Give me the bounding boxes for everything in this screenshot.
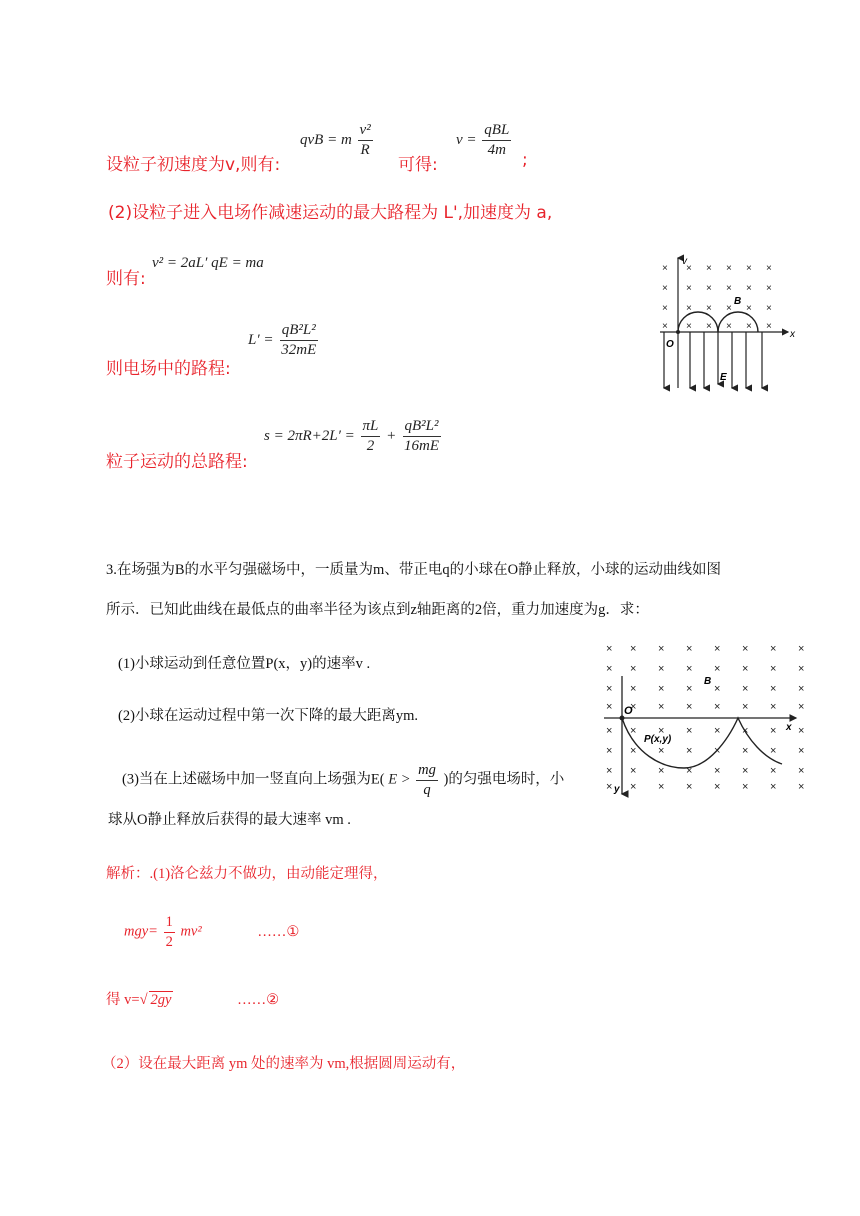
field-cross: × [686,283,692,294]
field-cross: × [770,643,777,655]
question-2: (2)小球在运动过程中第一次下降的最大距离ym. [118,708,419,724]
eq-a-lhs: mgy= [124,923,158,940]
field-cross: × [686,321,692,332]
problem3-stem-line2: 所示．已知此曲线在最低点的曲率半径为该点到z轴距离的2倍，重力加速度为g．求： [106,602,649,618]
b-label-2: B [704,676,712,687]
field-cross: × [630,745,637,757]
eq-a-num: 1 [164,914,175,933]
eq-b-tag: ……② [237,992,280,1008]
field-cross: × [742,745,749,757]
field-cross: × [630,643,637,655]
eq-a-tag: ……① [257,923,300,940]
field-cross: × [742,765,749,777]
field-cross: × [662,263,668,274]
eq-b-sqrt: 2gy [150,992,172,1008]
field-cross: × [746,321,752,332]
eq5-den2: 16mE [404,438,439,455]
field-cross: × [630,663,637,675]
eq2-num: qBL [482,122,511,141]
field-cross: × [606,701,613,713]
field-cross: × [726,283,732,294]
equation-lorentz [300,122,375,160]
field-cross: × [770,701,777,713]
field-cross: × [798,745,805,757]
field-cross: × [606,683,613,695]
field-cross: × [798,765,805,777]
eq4-den: 32mE [281,342,317,359]
field-cross: × [686,683,693,695]
field-cross: × [742,781,749,793]
field-cross: × [770,683,777,695]
line2-text: (2)设粒子进入电场作减速运动的最大路程为 L',加速度为 a, [108,203,553,223]
field-cross: × [746,303,752,314]
eq5-num2: qB²L² [403,418,441,437]
q3-den: q [423,781,431,798]
x-label-2: x [786,722,792,733]
field-cross: × [726,321,732,332]
equation-kinematics: v² = 2aL′ qE = ma [152,255,264,271]
field-cross: × [770,765,777,777]
field-cross: × [714,663,721,675]
question-3-line2: 球从O静止释放后获得的最大速率 vm . [108,812,351,828]
eq1-lhs: qvB = m [300,132,352,149]
eq4-lhs: L′ = [248,332,274,349]
field-cross: × [714,781,721,793]
origin-point [676,330,680,334]
field-cross: × [726,263,732,274]
field-cross: × [746,283,752,294]
field-cross: × [770,781,777,793]
field-cross: × [630,781,637,793]
field-cross: × [706,283,712,294]
field-cross: × [606,781,613,793]
eq1-num: v² [358,122,373,141]
field-cross: × [714,683,721,695]
field-cross: × [766,283,772,294]
field-cross: × [662,303,668,314]
line1-text: 设粒子初速度为v,则有: [106,155,281,175]
field-cross: × [798,643,805,655]
field-cross: × [798,781,805,793]
field-cross: × [714,765,721,777]
field-diagram-2 [600,638,818,800]
line5-text: 粒子运动的总路程: [106,452,248,472]
field-cross: × [686,745,693,757]
o-label: O [666,339,674,350]
field-cross: × [606,663,613,675]
q3-num: mg [416,762,438,781]
field-cross: × [686,663,693,675]
eq2-den: 4m [487,142,506,159]
field-cross: × [770,725,777,737]
field-cross: × [662,283,668,294]
line4-text: 则电场中的路程: [106,359,231,379]
line1-mid: 可得: [398,155,438,175]
q3-e-condition: E > [388,771,411,788]
field-cross: × [686,765,693,777]
eq-a-den: 2 [165,933,173,950]
field-cross: × [726,303,732,314]
eq4-num: qB²L² [280,322,318,341]
eq1-den: R [360,142,370,159]
field-cross: × [686,263,692,274]
q3-suffix: )的匀强电场时，小 [443,771,565,788]
field-cross: × [686,701,693,713]
field-cross: × [714,745,721,757]
field-cross: × [686,303,692,314]
field-cross: × [658,683,665,695]
field-cross: × [658,701,665,713]
x-label: x [790,329,795,340]
field-cross: × [770,663,777,675]
field-cross: × [742,683,749,695]
field-cross: × [706,321,712,332]
o-label-2: O [624,705,633,717]
electric-field-lines [664,332,762,388]
trajectory-arc-2 [718,312,758,332]
v-label: v [682,256,687,267]
field-cross: × [658,663,665,675]
field-cross: × [686,643,693,655]
equation-velocity [456,122,513,160]
field-cross: × [766,321,772,332]
line1-end: ; [522,150,528,170]
y-label-2: y [614,784,620,795]
field-cross: × [746,263,752,274]
question-3 [122,762,564,798]
field-cross: × [706,263,712,274]
p-label: P(x,y) [644,734,672,745]
field-cross: × [606,725,613,737]
equation-lprime [248,322,320,360]
field-cross: × [658,725,665,737]
field-cross: × [714,725,721,737]
field-cross: × [714,701,721,713]
equation-energy [124,914,299,950]
field-cross: × [606,765,613,777]
field-cross: × [606,745,613,757]
field-cross: × [742,725,749,737]
b-label: B [734,296,742,307]
problem3-stem-line1: 3.在场强为B的水平匀强磁场中，一质量为m、带正电q的小球在O静止释放，小球的运动曲线如图 [106,562,722,578]
e-label: E [720,372,727,383]
field-cross: × [658,745,665,757]
eq-b-prefix: 得 v= [106,992,140,1008]
equation-total-path [264,418,443,456]
field-cross: × [658,781,665,793]
field-cross: × [766,263,772,274]
solution-part2: （2）设在最大距离 ym 处的速率为 vm,根据圆周运动有， [102,1056,466,1072]
line3-text: 则有: [106,269,146,289]
field-cross: × [742,701,749,713]
eq5-num1: πL [361,418,381,437]
eq5-lhs: s = 2πR+2L′ = [264,428,355,445]
field-diagram-1 [652,252,802,394]
question-1: (1)小球运动到任意位置P(x，y)的速率v . [118,656,371,672]
field-cross: × [606,643,613,655]
field-cross: × [630,701,637,713]
eq2-lhs: v = [456,132,477,149]
field-cross: × [798,725,805,737]
equation-speed: 得 v=√ 2gy ……② [106,992,280,1008]
field-cross: × [630,725,637,737]
field-cross: × [630,683,637,695]
field-cross: × [742,643,749,655]
eq5-plus: + [386,428,397,445]
field-cross: × [658,765,665,777]
field-cross: × [742,663,749,675]
eq-a-rhs: mv² [180,923,202,940]
field-cross: × [798,701,805,713]
field-cross: × [714,643,721,655]
solution-intro: 解析：.(1)洛仑兹力不做功，由动能定理得， [106,866,388,882]
field-cross: × [798,683,805,695]
field-cross: × [686,781,693,793]
field-cross: × [766,303,772,314]
field-cross: × [630,765,637,777]
field-cross: × [770,745,777,757]
field-cross: × [658,643,665,655]
trajectory-arc-1 [678,312,718,332]
field-cross: × [798,663,805,675]
field-cross: × [706,303,712,314]
eq5-den1: 2 [366,438,375,455]
q3-prefix: (3)当在上述磁场中加一竖直向上场强为E( [122,771,385,788]
field-cross: × [662,321,668,332]
field-cross: × [686,725,693,737]
